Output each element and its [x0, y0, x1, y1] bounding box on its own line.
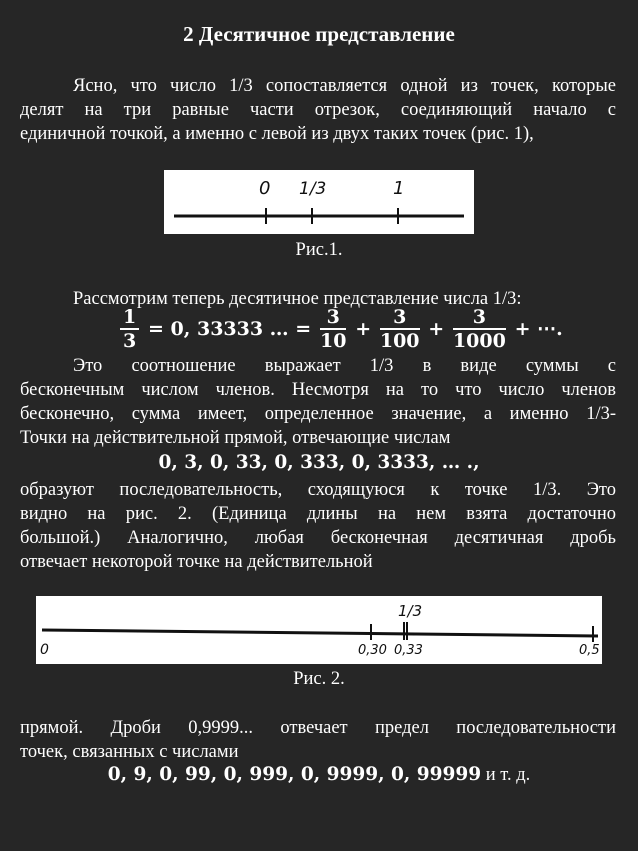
figure-1-number-line [164, 170, 474, 234]
text-line: прямой. Дроби 0,9999... отвечает предел последовательности [20, 718, 616, 738]
fraction-term-1: $\frac{3}{10}$ [319, 306, 347, 352]
fraction-term-3: $\frac{3}{1000}$ [452, 306, 506, 352]
text-line: Точки на действительной прямой, отвечающие числам [20, 428, 451, 448]
paragraph-relation [20, 354, 616, 450]
label-one-third: 1/3 [299, 179, 327, 199]
label-0: 0 [259, 178, 271, 199]
plus-sign: + [428, 318, 445, 340]
label-1: 1 [393, 178, 405, 199]
text-line: бесконечно, сумма имеет, определенное значение, а именно 1/3- [20, 404, 616, 424]
figure-2-number-line [36, 596, 602, 664]
label-033: 0,33 [394, 643, 423, 658]
text-line: делят на три равные части отрезок, соединяющий начало с [20, 100, 616, 120]
label-0: 0 [40, 642, 49, 658]
fraction-lhs: $\frac{1}{3}$ [120, 306, 139, 352]
paragraph-limit [20, 716, 616, 764]
sequence-nines-values: 0, 9, 0, 99, 0, 999, 0, 9999, 0, 99999 [107, 764, 482, 785]
section-title: 2 Десятичное представление [183, 22, 455, 46]
text-line: образуют последовательность, сходящуюся к точке 1/3. Это [20, 480, 616, 500]
equation-tail: + ⋯. [514, 318, 563, 340]
text-line: отвечает некоторой точке на действительной [20, 552, 373, 572]
label-030: 0,30 [358, 643, 387, 658]
text-line: большой.) Аналогично, любая бесконечная десятичная дробь [20, 528, 616, 548]
figure-2-caption: Рис. 2. [293, 669, 345, 689]
plus-sign: + [355, 318, 372, 340]
paragraph-intro [20, 74, 616, 146]
label-one-third: 1/3 [398, 602, 423, 620]
fraction-term-2: $\frac{3}{100}$ [379, 306, 420, 352]
text-line: видно на рис. 2. (Единица длины на нем взята достаточно [20, 504, 616, 524]
sequence-threes: 0, 3, 0, 33, 0, 333, 0, 3333, … ., [158, 452, 480, 473]
text-line: точек, связанных с числами [20, 742, 239, 762]
paragraph-converge [20, 478, 616, 574]
equation-decimal: = 0, 33333 … = [147, 318, 312, 340]
text-line: единичной точкой, а именно с левой из двух таких точек (рис. 1), [20, 124, 534, 144]
text-line: Это соотношение выражает 1/3 в виде суммы с [73, 356, 616, 376]
sequence-nines [0, 764, 638, 786]
text-line: Рассмотрим теперь десятичное представление числа 1/3: [73, 289, 522, 309]
sequence-nines-suffix: и т. д. [481, 765, 531, 785]
text-line: Ясно, что число 1/3 сопоставляется одной из точек, которые [73, 76, 616, 96]
equation-one-third [120, 306, 567, 352]
text-line: бесконечным числом членов. Несмотря на то что число членов [20, 380, 616, 400]
axis-line [42, 630, 598, 636]
label-05: 0,5 [579, 643, 600, 658]
figure-1-caption: Рис.1. [295, 240, 343, 260]
